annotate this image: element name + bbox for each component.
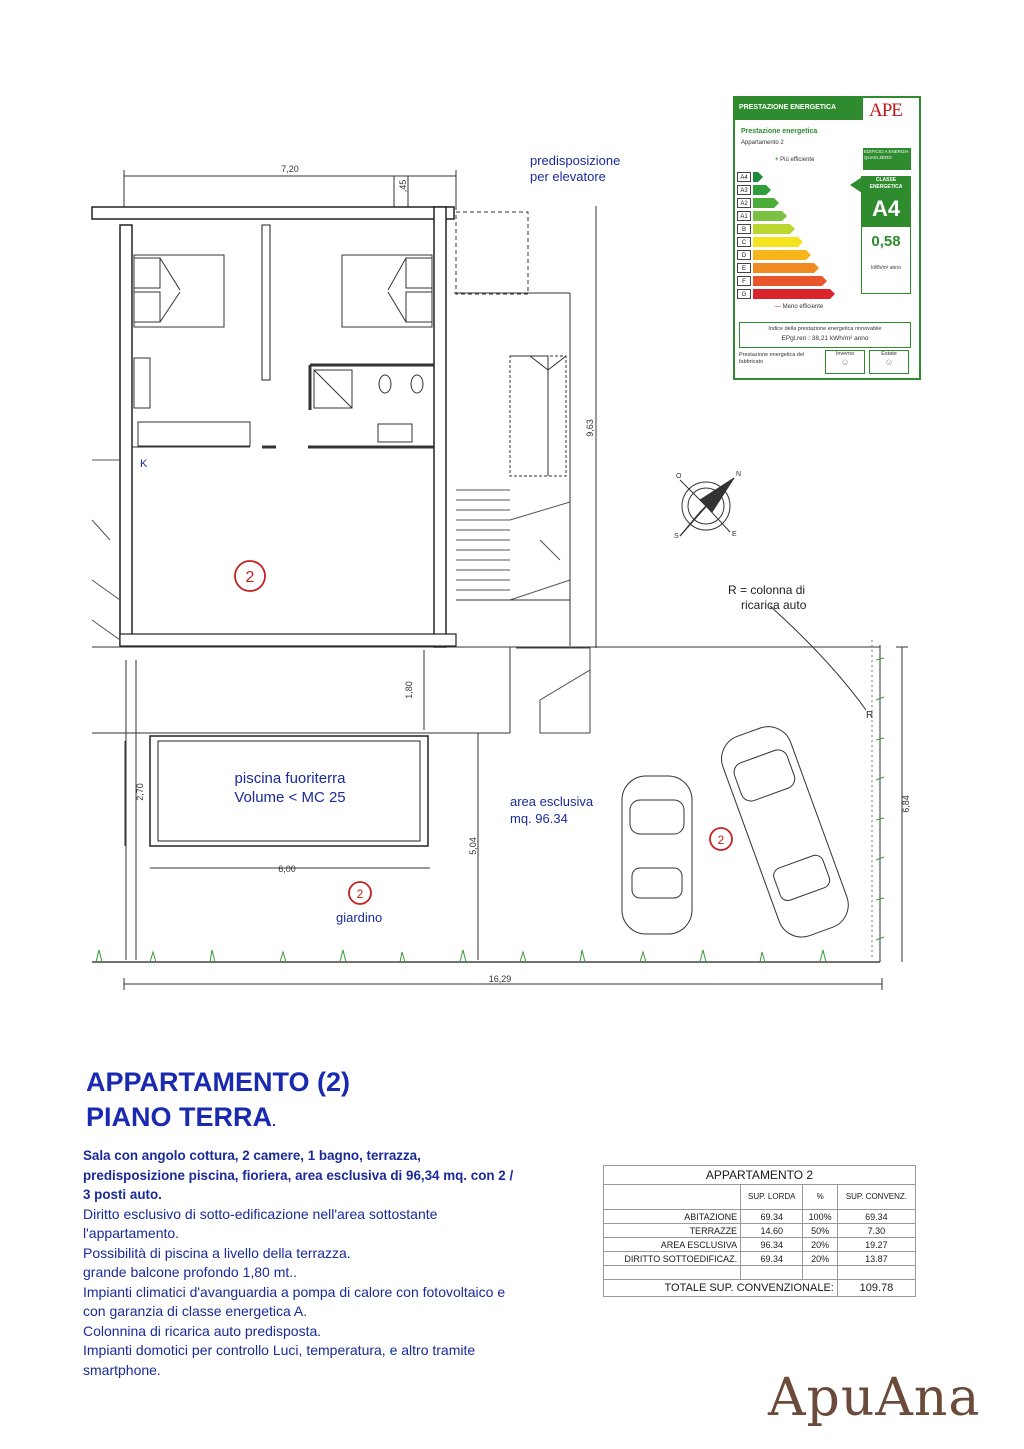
more-efficient-label: + Più efficiente [775,157,815,163]
row-pct: 50% [803,1224,837,1238]
estate-box: Estate ☺ [869,350,909,374]
row-conv: 19.27 [837,1238,915,1252]
energy-certificate [733,96,921,380]
energy-class-bar-a4 [753,172,763,182]
dim-wall: ,45 [398,179,408,193]
renew-label: EPgl,ren : [781,335,810,342]
dim-balcony: 1,80 [404,681,414,699]
fabbricato-label: Prestazione energetica del fabbricato [739,352,805,365]
label-colonna-1: R = colonna di [728,583,806,597]
row-conv: 69.34 [837,1210,915,1224]
label-k: K [140,458,148,470]
energy-class-label-d: D [737,250,751,260]
dim-top-width: 7,20 [281,164,299,174]
renew-line [740,335,910,342]
energy-class-label-e: E [737,263,751,273]
unit-mark-garden: 2 [356,887,364,901]
minus-icon: — [775,304,783,310]
ape-logo: APE [869,100,902,121]
energy-class: A4 [862,191,910,227]
table-empty-row [604,1266,916,1280]
table-title: APPARTAMENTO 2 [604,1166,916,1185]
label-predisposizione: predisposizione [530,153,621,168]
label-elevatore: per elevatore [530,169,606,184]
energy-class-bar-c [753,237,803,247]
total-value: 109.78 [837,1280,915,1297]
energy-class-label-a1: A1 [737,211,751,221]
row-lorda: 14.60 [741,1224,803,1238]
dim-pool-side: 2,70 [135,783,145,801]
description-line-3: grande balcone profondo 1,80 mt.. [83,1264,298,1280]
label-area-1: area esclusiva [510,794,594,809]
apartment-title: APPARTAMENTO (2) [86,1067,351,1097]
energy-title: Prestazione energetica [741,128,818,135]
row-pct: 20% [803,1238,837,1252]
dim-height-right: 9,63 [585,419,595,437]
row-pct: 20% [803,1252,837,1266]
table-row [604,1210,916,1224]
compass-n: N [736,471,742,478]
label-giardino: giardino [336,910,383,925]
description-bold: Sala con angolo cottura, 2 camere, 1 bagno, terrazza, predisposizione piscina, fioriera, area esclusiva di 96,34 mq. con 2 / 3 posti auto. [83,1148,514,1202]
row-name: DIRITTO SOTTOEDIFICAZ. [604,1252,741,1266]
renew-box [739,322,911,348]
energy-unit: kWh/m² anno [871,265,901,271]
description-line-5: Colonnina di ricarica auto predisposta. [83,1322,322,1339]
energy-class-label-a4: A4 [737,172,751,182]
label-colonna-mark: R [866,710,874,721]
description-line-2: Possibilità di piscina a livello della terrazza. [83,1244,351,1261]
row-lorda: 69.34 [741,1252,803,1266]
table-header-empty [604,1185,741,1210]
unit-mark-parking: 2 [717,833,725,847]
renew-unit: kWh/m² anno [829,335,869,342]
dim-garden: 5,04 [468,837,478,855]
floor-title [86,1102,276,1133]
description-line-6: Impianti domotici per controllo Luci, temperatura, e altro tramite smartphone. [83,1342,476,1378]
compass-e: E [732,531,737,538]
winter-face-icon: ☺ [840,357,850,367]
energy-class-label-f: F [737,276,751,286]
energy-class-bar-a3 [753,185,771,195]
energy-value: 0,58 [871,233,901,250]
energy-class-label-a2: A2 [737,198,751,208]
energy-class-bar-d [753,250,811,260]
row-name: ABITAZIONE [604,1210,741,1224]
row-name: AREA ESCLUSIVA [604,1238,741,1252]
energy-class-label-a3: A3 [737,185,751,195]
summer-face-icon: ☺ [884,357,894,367]
renew-value: 38,21 [811,335,829,342]
row-conv: 13.87 [837,1252,915,1266]
table-total-row [604,1280,916,1297]
energy-class-label-c: C [737,237,751,247]
row-lorda: 69.34 [741,1210,803,1224]
energy-class-bar-e [753,263,819,273]
class-pointer-icon [850,177,862,193]
less-efficient-label: — Meno efficiente [775,304,824,310]
plus-icon: + [775,157,781,163]
energy-class-bar-g [753,289,835,299]
col-pct: % [803,1185,837,1210]
energy-class-bar-a2 [753,198,779,208]
floor-title-dot: . [272,1113,276,1129]
label-colonna-2: ricarica auto [741,598,807,612]
col-conv: SUP. CONVENZ. [837,1185,915,1210]
row-pct: 100% [803,1210,837,1224]
brand-logo: ApuAna [768,1368,981,1428]
compass-o: O [676,473,682,480]
table-header-row [604,1185,916,1210]
dim-pool-width: 6,00 [278,864,296,874]
renew-title: Indice della prestazione energetica rinnovabile [768,326,882,332]
energy-class-label-b: B [737,224,751,234]
surface-table [603,1165,916,1297]
label-piscina-1: piscina fuoriterra [234,770,346,787]
energy-subtitle: Appartamento 2 [741,140,784,146]
classe-label: CLASSE ENERGETICA [862,177,910,191]
description-line-4: Impianti climatici d'avanguardia a pompa di calore con fotovoltaico e con garanzia di classe energetica A. [83,1283,506,1319]
unit-mark-living: 2 [245,569,255,586]
energy-header: PRESTAZIONE ENERGETICA [735,98,863,120]
energy-class-box [861,176,911,294]
description-line-1: Diritto esclusivo di sotto-edificazione nell'area sottostante l'appartamento. [83,1205,438,1241]
energy-class-bar-f [753,276,827,286]
nzeb-badge: EDIFICIO A ENERGIA QUASI ZERO [863,148,911,170]
description [83,1146,523,1380]
compass-s: S [674,533,679,540]
row-name: TERRAZZE [604,1224,741,1238]
table-row [604,1224,916,1238]
table-row [604,1238,916,1252]
row-lorda: 96.34 [741,1238,803,1252]
table-title-row [604,1166,916,1185]
energy-class-bar-b [753,224,795,234]
row-conv: 7.30 [837,1224,915,1238]
dim-total-width: 16,29 [488,974,512,984]
energy-class-bar-a1 [753,211,787,221]
floor-title-text: PIANO TERRA [86,1102,273,1132]
col-lorda: SUP. LORDA [741,1185,803,1210]
total-label: TOTALE SUP. CONVENZIONALE: [604,1280,838,1297]
label-area-2: mq. 96.34 [510,811,568,826]
inverno-box: Inverno ☺ [825,350,865,374]
energy-class-label-g: G [737,289,751,299]
table-row [604,1252,916,1266]
label-piscina-2: Volume < MC 25 [234,789,346,806]
dim-right-side: 6,84 [901,795,911,813]
